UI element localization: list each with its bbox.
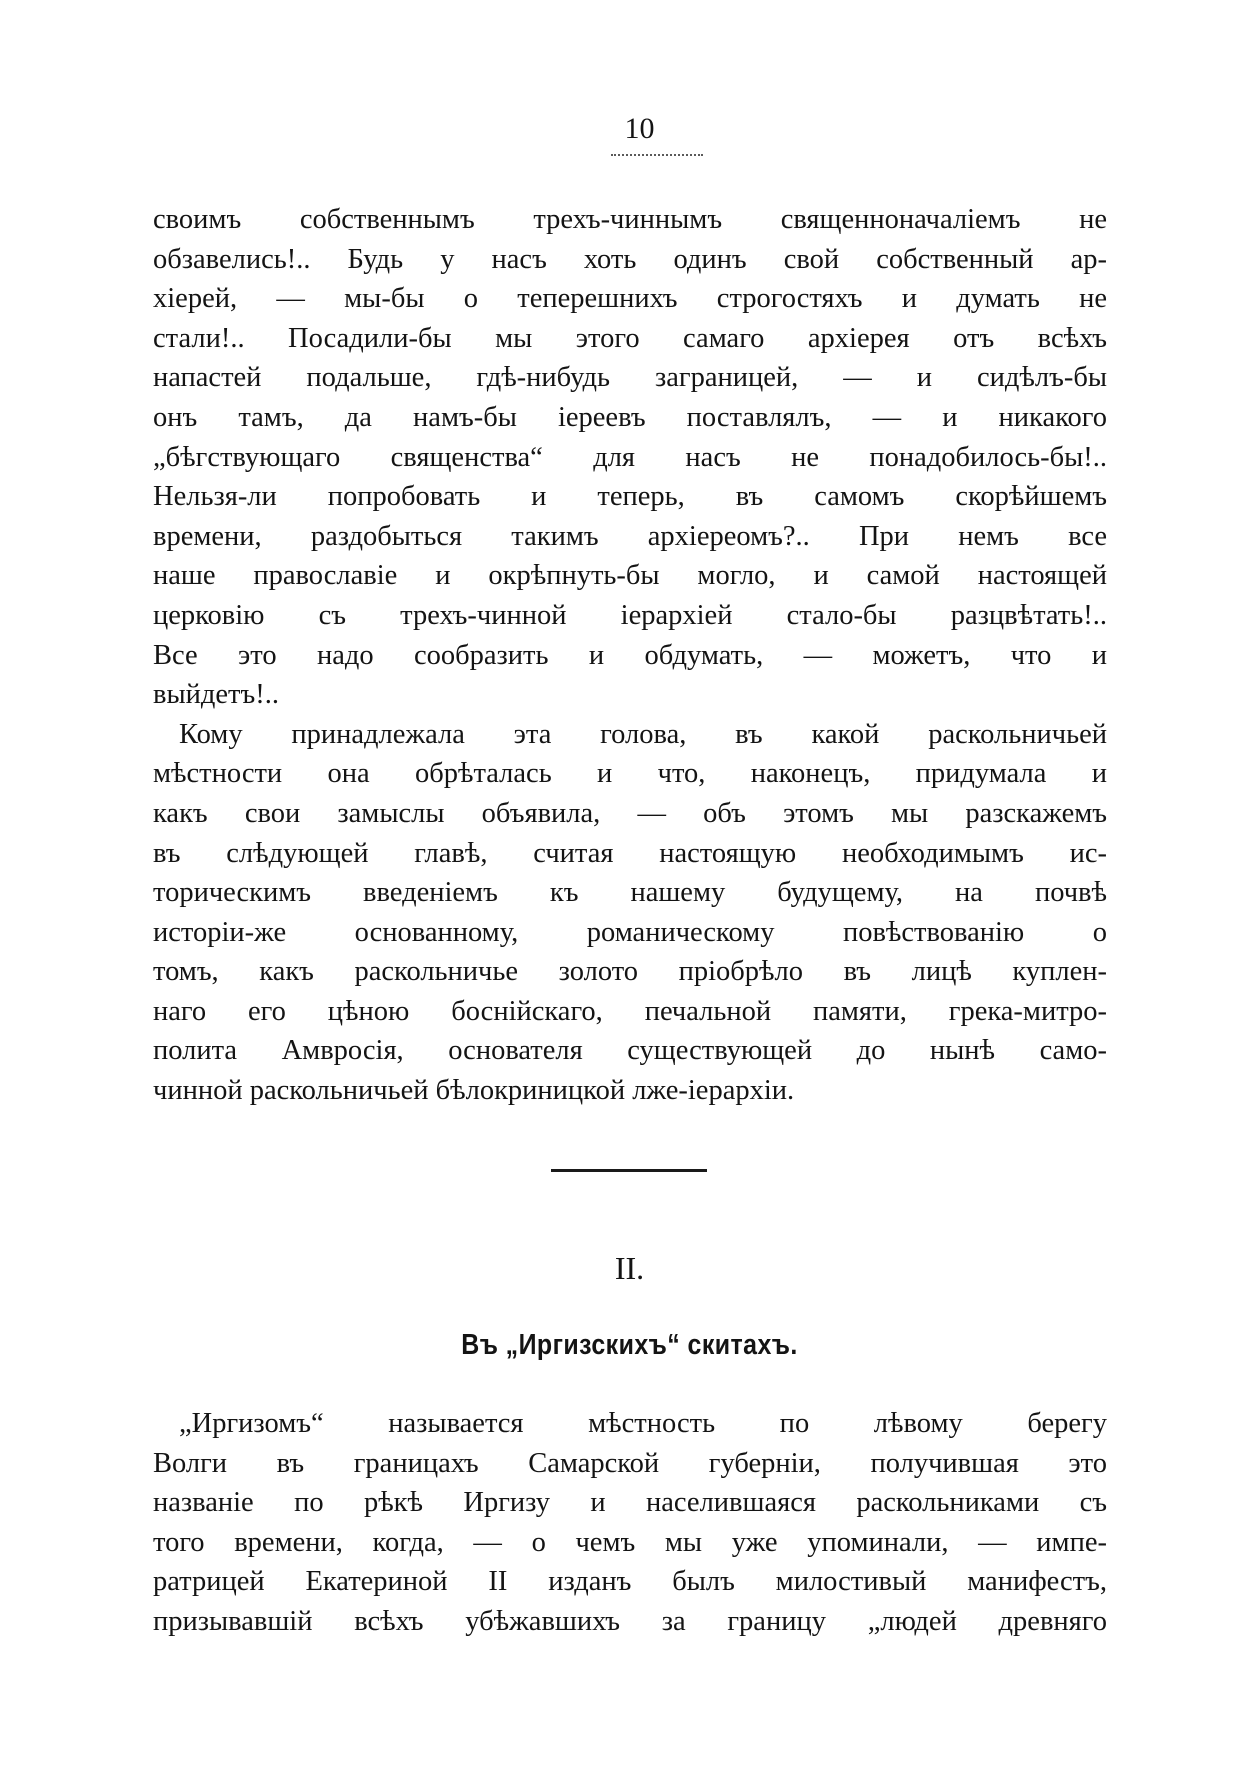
text-line: „бѣгствующаго священства“ для насъ не понадобилось-бы!.. <box>153 441 1107 473</box>
text-line: выйдетъ!.. <box>153 679 279 711</box>
text-line: въ слѣдующей главѣ, считая настоящую необходимымъ ис- <box>153 837 1107 869</box>
body-text-top <box>153 200 1107 1111</box>
text-line: томъ, какъ раскольничье золото пріобрѣло въ лицѣ куплен- <box>153 956 1107 988</box>
paragraph <box>153 1404 1107 1642</box>
text-line: названіе по рѣкѣ Иргизу и населившаяся раскольниками съ <box>153 1487 1107 1519</box>
text-line: Все это надо сообразить и обдумать, — можетъ, что и <box>153 639 1107 671</box>
section-divider <box>551 1169 707 1172</box>
text-line: исторіи-же основанному, романическому повѣствованію о <box>153 916 1107 948</box>
text-line: того времени, когда, — о чемъ мы уже упоминали, — импе- <box>153 1526 1107 1558</box>
text-line: своимъ собственнымъ трехъ-чиннымъ священноначаліемъ не <box>153 204 1107 235</box>
text-line: Нельзя-ли попробовать и теперь, въ самомъ скорѣйшемъ <box>153 481 1107 513</box>
text-line: наше православіе и окрѣпнуть-бы могло, и самой настоящей <box>153 560 1107 592</box>
text-line: призывавшій всѣхъ убѣжавшихъ за границу „людей древняго <box>153 1605 1107 1637</box>
text-line: обзавелись!.. Будь у насъ хоть одинъ свой собственный ар- <box>153 243 1107 275</box>
text-line: церковію съ трехъ-чинной іерархіей стало-бы разцвѣтать!.. <box>153 599 1107 631</box>
paragraph <box>153 715 1107 1111</box>
text-line: чинной раскольничьей бѣлокриницкой лже-іерархіи. <box>153 1075 795 1107</box>
text-line: наго его цѣною боснійскаго, печальной памяти, грека-митро- <box>153 995 1107 1027</box>
text-line: Кому принадлежала эта голова, въ какой раскольничьей <box>179 718 1107 750</box>
text-line: Волги въ границахъ Самарской губерніи, получившая это <box>153 1447 1107 1479</box>
text-line: стали!.. Посадили-бы мы этого самаго архіерея отъ всѣхъ <box>153 322 1107 354</box>
text-line: „Иргизомъ“ называется мѣстность по лѣвому берегу <box>179 1408 1107 1439</box>
page-number-rule <box>611 154 703 156</box>
chapter-title: Въ „Иргизскихъ“ скитахъ. <box>461 1329 798 1361</box>
text-line: мѣстности она обрѣталась и что, наконецъ, придумала и <box>153 758 1107 790</box>
chapter-number: II. <box>614 1250 645 1286</box>
paragraph-continuation <box>153 200 1107 715</box>
text-line: торическимъ введеніемъ къ нашему будущему, на почвѣ <box>153 877 1107 909</box>
body-text-bottom <box>153 1404 1107 1642</box>
text-line: напастей подальше, гдѣ-нибудь заграницей, — и сидѣлъ-бы <box>153 362 1107 394</box>
text-line: времени, раздобыться такимъ архіереомъ?.. При немъ все <box>153 520 1107 552</box>
text-line: полита Амвросія, основателя существующей до нынѣ само- <box>153 1035 1107 1067</box>
text-line: онъ тамъ, да намъ-бы іереевъ поставлялъ, — и никакого <box>153 401 1107 433</box>
page-number: 10 <box>624 112 655 145</box>
text-line: ратрицей Екатериной II изданъ былъ милостивый манифестъ, <box>153 1566 1107 1598</box>
text-line: хіерей, — мы-бы о теперешнихъ строгостяхъ и думать не <box>153 283 1107 315</box>
text-line: какъ свои замыслы объявила, — объ этомъ мы разскажемъ <box>153 797 1107 829</box>
